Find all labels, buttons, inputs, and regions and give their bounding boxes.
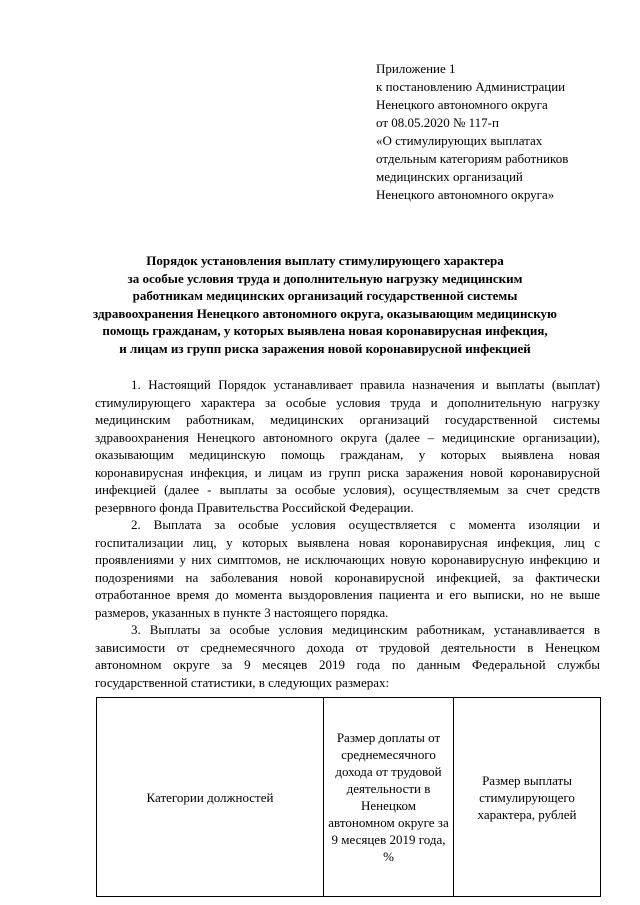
appendix-line: к постановлению Администрации <box>376 79 566 94</box>
title-line: работникам медицинских организаций государственной системы <box>132 288 518 303</box>
appendix-line: от 08.05.2020 № 117-п <box>376 115 499 130</box>
appendix-line: Ненецкого автономного округа» <box>376 187 555 202</box>
appendix-line: «О стимулирующих выплатах <box>376 133 543 148</box>
paragraph-1: 1. Настоящий Порядок устанавливает правила назначения и выплаты (выплат) стимулирующего характера за особые условия труда и дополнительную нагрузку медицинским работникам, медицинских организаций государственной системы здравоохранения Ненецкого автономного округа (далее – медицинские организации), оказывающим медицинскую помощь гражданам, у которых выявлена новая коронавирусная инфекция, и лицам из групп риска заражения новой коронавирусной инфекцией (далее - выплаты за особые условия), осуществляемым за счет средств резервного фонда Правительства Российской Федерации. <box>95 377 600 515</box>
document-title <box>90 252 560 357</box>
appendix-line: Ненецкого автономного округа <box>376 97 548 112</box>
title-line: за особые условия труда и дополнительную нагрузку медицинским <box>127 270 523 286</box>
table-header-row <box>97 698 601 897</box>
title-line: Порядок установления выплату стимулирующего характера <box>146 253 504 268</box>
title-line: помощь гражданам, у которых выявлена новая коронавирусная инфекция, <box>102 323 548 338</box>
header-position-categories: Категории должностей <box>97 698 324 897</box>
header-surcharge-percent: Размер доплаты от среднемесячного дохода от трудовой деятельности в Ненецком автономном округе за 9 месяцев 2019 года, % <box>324 698 454 897</box>
paragraph-3: 3. Выплаты за особые условия медицинским работникам, устанавливается в зависимости от среднемесячного дохода от трудовой деятельности в Ненецком автономном округе за 9 месяцев 2019 года по данным Федеральной службы государственной статистики, в следующих размерах: <box>95 622 600 690</box>
title-line: здравоохранения Ненецкого автономного округа, оказывающим медицинскую <box>93 305 557 321</box>
appendix-line: Приложение 1 <box>376 61 456 76</box>
payments-table <box>96 697 601 897</box>
title-line: и лицам из групп риска заражения новой коронавирусной инфекцией <box>119 340 531 356</box>
header-payment-amount: Размер выплаты стимулирующего характера, рублей <box>454 698 601 897</box>
appendix-line: медицинских организаций <box>376 169 523 184</box>
appendix-line: отдельным категориям работников <box>376 151 569 166</box>
appendix-header <box>376 60 626 204</box>
document-body <box>95 376 600 691</box>
paragraph-2: 2. Выплата за особые условия осуществляется с момента изоляции и госпитализации лиц, у которых выявлена новая коронавирусная инфекция, лиц с проявлениями у них симптомов, не исключающих новую коронавирусную инфекцию и подозрениями на заболевания новой коронавирусной инфекцией, за фактически отработанное время до момента выздоровления пациента и его выписки, но не выше размеров, указанных в пункте 3 настоящего порядка. <box>95 517 600 620</box>
